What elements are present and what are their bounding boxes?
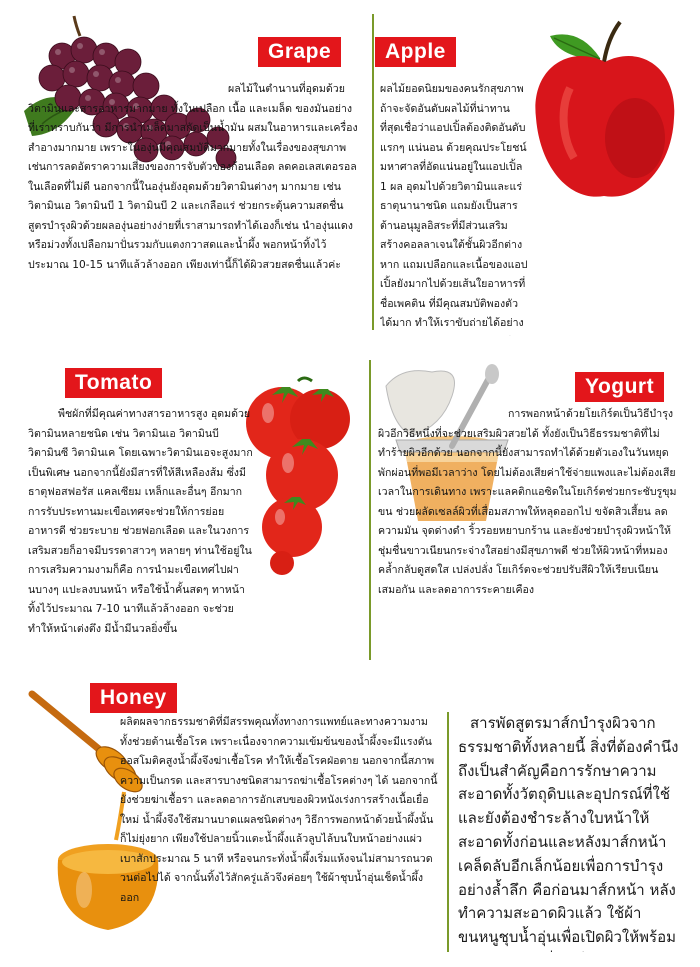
- grape-title: Grape: [258, 37, 341, 67]
- apple-text: ผลไม้ยอดนิยมของคนรักสุขภาพ ถ้าจะจัดอันดับผลไม้ที่น่าทานที่สุดเชื่อว่าแอปเปิ้ลต้องติดอันดับแรกๆ แน่นอน ด้วยคุณประโยชน์มหาศาลที่อัดแน่นอยู่ในแอปเปิ้ล 1 ผล อุดมไปด้วยวิตามินและแร่ธาตุนานาชนิด แถมยังเป็นสารต้านอนุมูลอิสระที่มีส่วนเสริมสร้างคอลลาเจนใต้ชั้นผิวอีกต่างหาก แถมเปลือกและเนื้อของแอปเปิ้ลยังมากไปด้วยเส้นใยอาหารที่ชื่อเพคติน ที่มีคุณสมบัติพองตัวได้มาก ทำให้เราขับถ่ายได้อย่าง: [380, 83, 528, 329]
- yogurt-text: การพอกหน้าด้วยโยเกิร์ตเป็นวิธีบำรุงผิวอีกวิธีหนึ่งที่จะช่วยเสริมผิวสวยได้ ทั้งยังเป็นวิธีธรรมชาติที่ไม่ทำร้ายผิวอีกด้วย นอกจากนี้ยังสามารถทำได้ด้วยตัวเองในวันหยุดพักผ่อนที่พอมีเวลาว่าง โดยไม่ต้องเสียค่าใช้จ่ายแพงและไม่ต้องเสียเวลาในการเดินทาง เพราะแลคติกแอซิดในโยเกิร์ตช่วยกระชับรูขุมขน ช่วยผลัดเซลล์ผิวที่เสื่อมสภาพให้หลุดออกไป ขจัดสิวเสี้ยน ลดความมัน จุดด่างดำ ริ้วรอยหยาบกร้าน และยังช่วยบำรุงผิวหน้าให้ชุ่มชื่นขาวเนียนกระจ่างใสอย่างมีสุขภาพดี ช่วยให้ผิวหน้าที่หมองคล้ำกลับดูสดใส เปล่งปลั่ง โยเกิร์ตจะช่วยปรับสีผิวให้เรียบเนียนเสมอกัน และลดอาการระคายเคือง: [378, 408, 677, 596]
- apple-body-text: [380, 80, 680, 336]
- tomato-body-text: [28, 405, 364, 657]
- apple-title: Apple: [375, 37, 456, 67]
- vertical-divider-bottom: [447, 712, 449, 952]
- grape-text: ผลไม้ในตำนานที่อุดมด้วยวิตามินและสารอาหารมากมาย ทั้งในเปลือก เนื้อ และเมล็ด ของมันอย่างที่เราทราบกันว่า มีการนำเมล็ดมาสกัดเป็นน้ำมัน ผสมในอาหารและเครื่องสำอางมากมาย เพราะในองุ่นมีคุณสมบัติมากมายทั้งในเรื่องของสุขภาพเช่นการลดอัตราความเสี่ยงของการจับตัวของก้อนเลือด ลดคอเลสเตอรอลในเลือดที่ไม่ดี นอกจากนี้ในองุ่นยังอุดมด้วยวิตามินต่างๆ มากมาย เช่นวิตามินเอ วิตามินบี 1 วิตามินบี 2 และเกลือแร่ ช่วยกระตุ้นความสดชื่น สูตรบำรุงผิวด้วยผลองุ่นอย่างง่ายที่เราสามารถทำได้เองก็เช่น นำองุ่นแดงหรือม่วงทั้งเปลือกมาปั่นรวมกับแตงกวาสดและน้ำผึ้ง พอกหน้าทิ้งไว้ประมาณ 10-15 นาทีแล้วล้างออก เพียงเท่านี้ก็ได้ผิวสวยสดชื่นแล้วค่ะ: [28, 83, 358, 271]
- yogurt-body-text: [378, 405, 678, 657]
- grape-body-text: [28, 80, 358, 336]
- tomato-text: พืชผักที่มีคุณค่าทางสารอาหารสูง อุดมด้วยวิตามินหลายชนิด เช่น วิตามินเอ วิตามินบี วิตามินซี วิตามินเค โดยเฉพาะวิตามินเอจะสูงมากเป็นพิเศษ นอกจากนี้ยังมีสารที่ให้สีเหลืองส้ม ซึ่งมีธาตุฟอสฟอรัส แคลเซียม เหล็กและอื่นๆ อีกมาก การรับประทานมะเขือเทศจะช่วยให้การย่อยอาหารดี ช่วยระบาย ช่วยฟอกเลือด และในวงการเสริมสวยก็อาจมีบรรดาสาวๆ หลายๆ ท่านใช้อยู่ในการเสริมความงามก็คือ การนำมะเขือเทศไปฝานบางๆ แปะลงบนหน้า หรือใช้น้ำคั้นสดๆ ทาหน้าทิ้งไว้ประมาณ 7-10 นาทีแล้วล้างออก จะช่วยทำให้หน้าเต่งตึง มีน้ำมีนวลยิ่งขึ้น: [28, 408, 253, 635]
- sidebar-text: สารพัดสูตรมาส์กบำรุงผิวจากธรรมชาติทั้งหลายนี้ สิ่งที่ต้องคำนึงถึงเป็นสำคัญคือการรักษาความสะอาดทั้งวัตถุดิบและอุปกรณ์ที่ใช้ และยังต้องชำระล้างใบหน้าให้สะอาดทั้งก่อนและหลังมาส์กหน้า เคล็ดลับอีกเล็กน้อยเพื่อการบำรุงอย่างล้ำลึก คือก่อนมาส์กหน้า หลังทำความสะอาดผิวแล้ว ใช้ผ้าขนหนูชุบน้ำอุ่นเพื่อเปิดผิวให้พร้อม: [458, 714, 679, 947]
- honey-text: ผลิตผลจากธรรมชาติที่มีสรรพคุณทั้งทางการแพทย์และทางความงาม ทั้งช่วยต้านเชื้อโรค เพราะเนื่องจากความเข้มข้นของน้ำผึ้งจะมีแรงดันออสโมติคสูงน้ำผึ้งจึงฆ่าเชื้อโรค ทำให้เชื้อโรคฝ่อตาย นอกจากนี้สภาพความเป็นกรด และสารบางชนิดสามารถฆ่าเชื้อโรคต่างๆ ได้ นอกจากนี้ยังช่วยฆ่าเชื้อรา และลดอาการอักเสบของผิวหนังเร่งการสร้างเนื้อเยื่อใหม่ น้ำผึ้งจึงใช้สมานบาดแผลชนิดต่างๆ วิธีการพอกหน้าด้วยน้ำผึ้งนั้นก็ไม่ยุ่งยาก เพียงใช้ปลายนิ้วแตะน้ำผึ้งแล้วลูบไล้บนใบหน้าอย่างแผ่วเบาสักประมาณ 5 นาที หรือจนกระทั่งน้ำผึ้งเริ่มแห้งจนไม่สามารถนวดวนต่อไปได้ จากนั้นทิ้งไว้สักครู่แล้วจึงค่อยๆ ใช้ผ้าชุบน้ำอุ่นเช็ดน้ำผึ้งออก: [120, 716, 438, 904]
- yogurt-title: Yogurt: [575, 372, 664, 402]
- vertical-divider-middle: [369, 360, 371, 660]
- honey-title: Honey: [90, 683, 177, 713]
- vertical-divider-top: [372, 14, 374, 330]
- tomato-title: Tomato: [65, 368, 162, 398]
- honey-body-text: [120, 713, 438, 945]
- sidebar-note: [458, 712, 680, 952]
